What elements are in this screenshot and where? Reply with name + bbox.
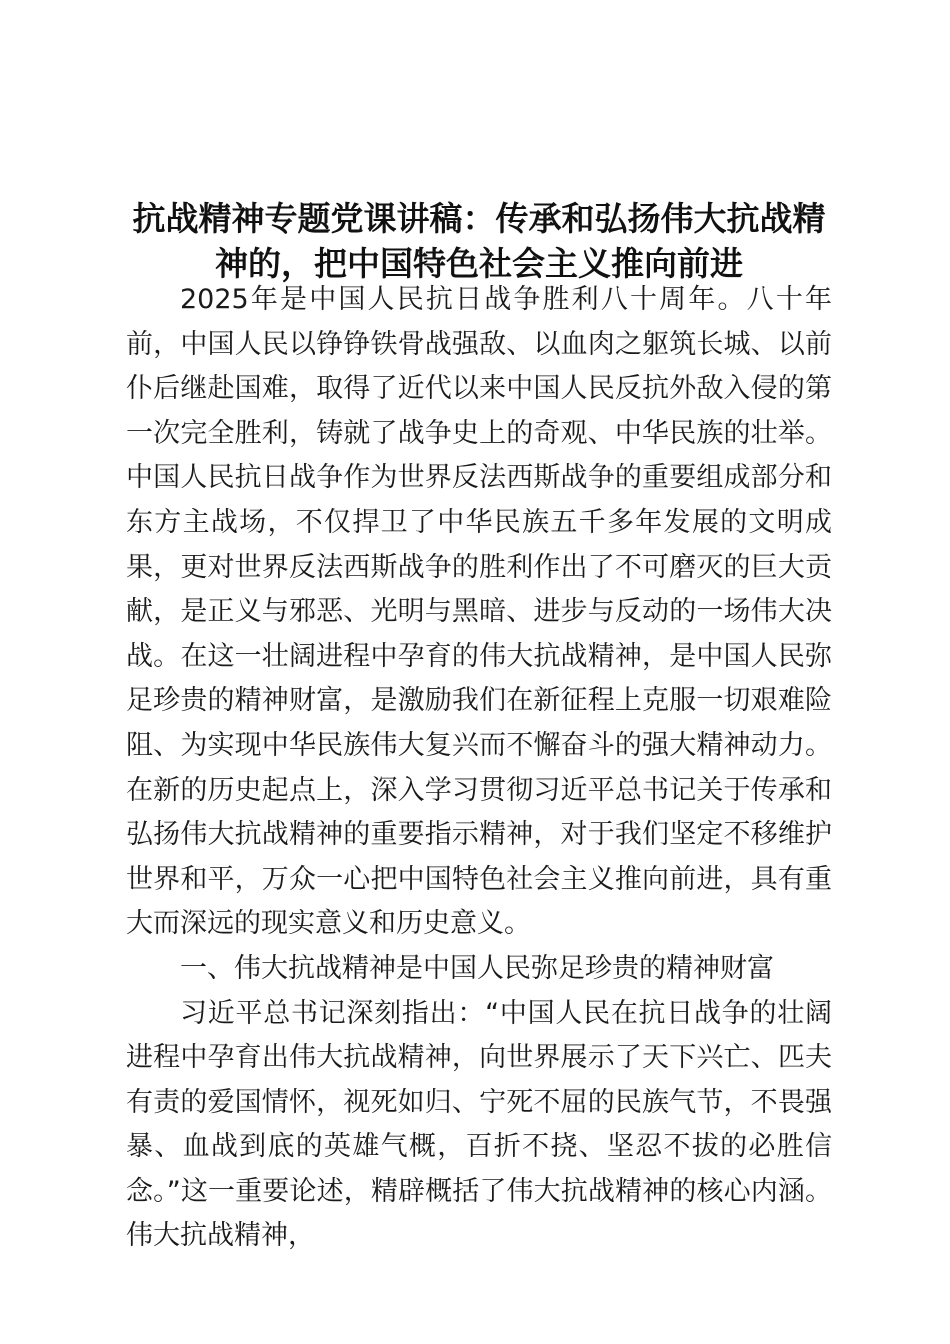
paragraph-intro: 2025年是中国人民抗日战争胜利八十周年。八十年前，中国人民以铮铮铁骨战强敌、以血肉之躯筑长城、以前仆后继赴国难，取得了近代以来中国人民反抗外敌入侵的第一次完全胜利，铸就了战争史上的奇观、中华民族的壮举。中国人民抗日战争作为世界反法西斯战争的重要组成部分和东方主战场，不仅捍卫了中华民族五千多年发展的文明成果，更对世界反法西斯战争的胜利作出了不可磨灭的巨大贡献，是正义与邪恶、光明与黑暗、进步与反动的一场伟大决战。在这一壮阔进程中孕育的伟大抗战精神，是中国人民弥足珍贵的精神财富，是激励我们在新征程上克服一切艰难险阻、为实现中华民族伟大复兴而不懈奋斗的强大精神动力。在新的历史起点上，深入学习贯彻习近平总书记关于传承和弘扬伟大抗战精神的重要指示精神，对于我们坚定不移维护世界和平，万众一心把中国特色社会主义推向前进，具有重大而深远的现实意义和历史意义。: [126, 284, 832, 940]
paragraph-section-1: 习近平总书记深刻指出：“中国人民在抗日战争的壮阔进程中孕育出伟大抗战精神，向世界展示了天下兴亡、匹夫有责的爱国情怀，视死如归、宁死不屈的民族气节，不畏强暴、血战到底的英雄气概，百折不挠、坚忍不拔的必胜信念。”这一重要论述，精辟概括了伟大抗战精神的核心内涵。伟大抗战精神，: [126, 997, 832, 1252]
document-body: [126, 278, 832, 1259]
section-heading-1: 一、伟大抗战精神是中国人民弥足珍贵的精神财富: [180, 952, 774, 984]
document-title: 抗战精神专题党课讲稿：传承和弘扬伟大抗战精神的，把中国特色社会主义推向前进: [132, 199, 826, 284]
